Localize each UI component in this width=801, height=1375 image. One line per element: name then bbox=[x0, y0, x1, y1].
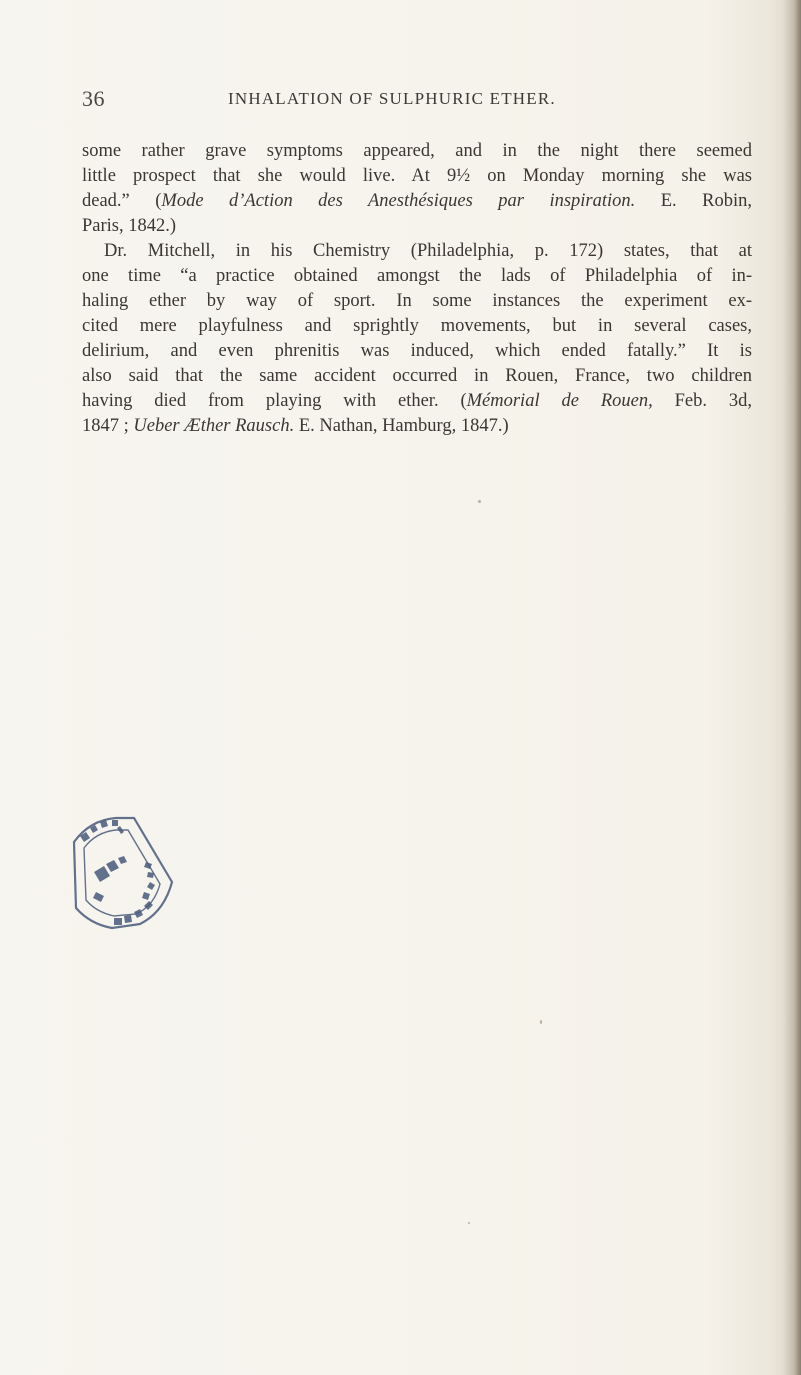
page-number: 36 bbox=[82, 86, 105, 111]
citation-title: Mémorial de Rouen, bbox=[466, 391, 653, 411]
text-line: 1847 ; Ueber Æther Rausch. E. Nathan, Hamburg, 1847.) bbox=[82, 416, 509, 436]
text-line: delirium, and even phrenitis was induced, which ended fatally.” It is bbox=[82, 341, 752, 361]
text-line: cited mere playfulness and sprightly movements, but in several cases, bbox=[82, 316, 752, 336]
paper-speck bbox=[468, 1222, 470, 1224]
text-line: one time “a practice obtained amongst the lads of Philadelphia of in- bbox=[82, 266, 752, 286]
page-edge-shadow bbox=[783, 0, 801, 1375]
text-line: some rather grave symptoms appeared, and in the night there seemed bbox=[82, 141, 752, 161]
running-title: INHALATION OF SULPHURIC ETHER. bbox=[228, 89, 556, 108]
paper-speck bbox=[540, 1020, 542, 1024]
text-line: Dr. Mitchell, in his Chemistry (Philadelphia, p. 172) states, that at bbox=[104, 241, 752, 261]
text-line: haling ether by way of sport. In some instances the experiment ex- bbox=[82, 291, 752, 311]
citation-title: Mode d’Action des Anesthésiques par inspiration. bbox=[161, 191, 636, 211]
text-line: also said that the same accident occurred in Rouen, France, two children bbox=[82, 366, 752, 386]
body-text bbox=[82, 139, 752, 439]
text-line: having died from playing with ether. (Mémorial de Rouen, Feb. 3d, bbox=[82, 391, 752, 411]
text-line: Paris, 1842.) bbox=[82, 216, 177, 236]
paper-speck bbox=[478, 500, 481, 503]
text-line: dead.” (Mode d’Action des Anesthésiques par inspiration. E. Robin, bbox=[82, 191, 753, 211]
citation-title: Ueber Æther Rausch. bbox=[133, 416, 295, 436]
library-stamp-icon bbox=[60, 812, 182, 932]
text-line: little prospect that she would live. At 9½ on Monday morning she was bbox=[82, 166, 752, 186]
